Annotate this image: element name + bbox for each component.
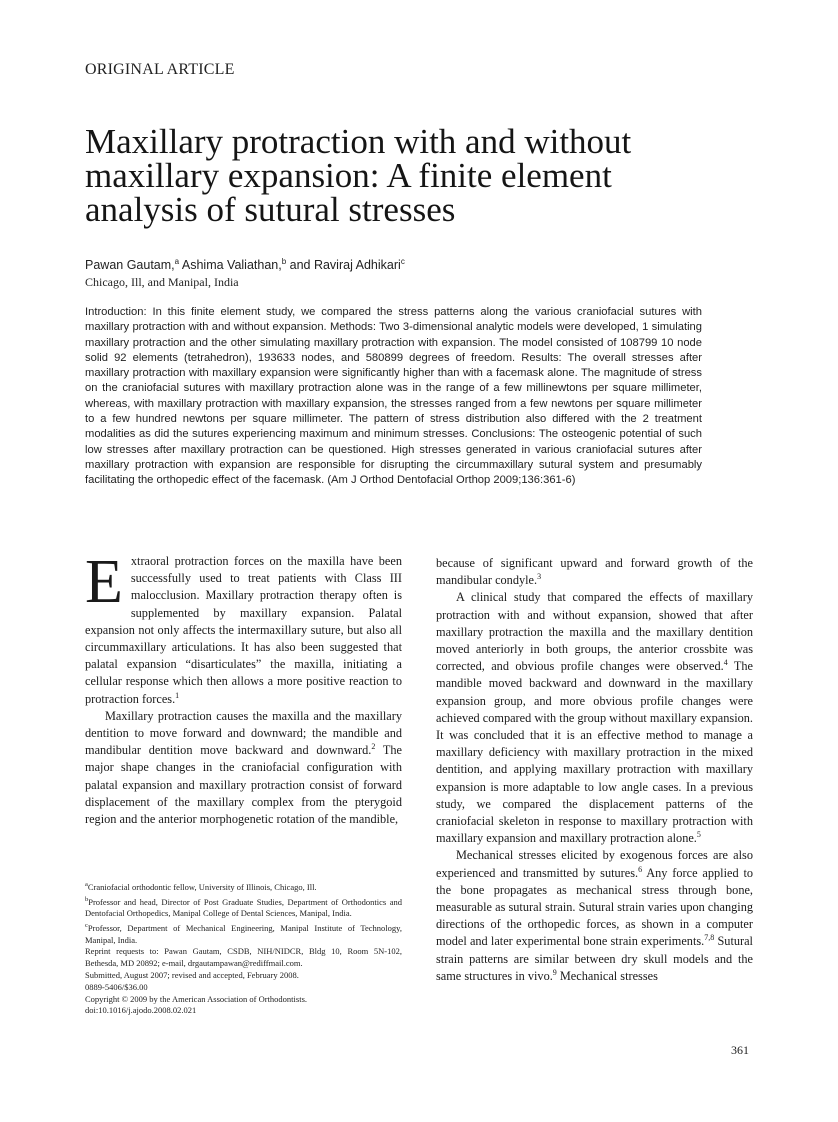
section-label: ORIGINAL ARTICLE xyxy=(85,61,235,78)
paragraph-text: Sutural strain patterns are similar between dry skull models and the same structures in vivo. xyxy=(436,934,753,983)
footnote xyxy=(85,920,402,946)
body-paragraph xyxy=(436,555,753,589)
doi[interactable]: doi:10.1016/j.ajodo.2008.02.021 xyxy=(85,1005,197,1016)
body-paragraph xyxy=(436,847,753,985)
citation-ref[interactable]: 9 xyxy=(552,967,557,977)
body-paragraph xyxy=(85,708,402,828)
footnote-marker: c xyxy=(85,922,88,930)
footnote-marker: a xyxy=(85,881,88,888)
paragraph-text: The mandible moved backward and downward in the maxillary expansion group, and more obvious profile changes were achieved compared with the group without maxillary expansion. It was concluded that it is an effective method to manage a maxillary deficiency with maxillary protraction in the mixed dentition, and applying maxillary protraction with maxillary expansion is more adaptable to low angle cases. In a previous study, we compared the displacement patterns of the craniofacial skeleton in response to maxillary protraction with maxillary expansion and maxillary protraction alone. xyxy=(436,659,753,846)
footnote xyxy=(85,879,402,894)
paragraph-text: The major shape changes in the craniofacial configuration with palatal expansion and maxillary protraction consist of forward displacement of the maxillary complex from the pterygoid region and the anterior morphogenetic rotation of the mandible, xyxy=(85,743,402,827)
citation-ref[interactable]: 3 xyxy=(537,572,542,582)
author-1-affil: a xyxy=(174,257,180,266)
citation-ref[interactable]: 2 xyxy=(371,742,376,752)
citation-ref[interactable]: 5 xyxy=(696,830,701,840)
body-column-left xyxy=(85,548,402,828)
author-3-affil: c xyxy=(400,257,405,266)
footnote-text: Craniofacial orthodontic fellow, University of Illinois, Chicago, Ill. xyxy=(87,881,317,892)
author-2-affil: b xyxy=(281,257,287,266)
copyright: Copyright © 2009 by the American Association of Orthodontists. xyxy=(85,993,308,1004)
author-1: Pawan Gautam, xyxy=(85,258,175,273)
footnote-text: Professor and head, Director of Post Graduate Studies, Department of Orthodontics and Dentofacial Orthopedics, Manipal College of Dental Sciences, Manipal, India. xyxy=(85,896,402,919)
reprint-requests: Reprint requests to: Pawan Gautam, CSDB, NIH/NIDCR, Bldg 10, Room 5N-102, Bethesda, MD 20892; e-mail, drgautampawan@rediffmail.com. xyxy=(85,946,402,969)
body-column-right xyxy=(436,555,753,985)
issn: 0889-5406/$36.00 xyxy=(85,981,148,992)
author-3: and Raviraj Adhikari xyxy=(286,258,401,273)
body-paragraph xyxy=(85,548,402,708)
paragraph-text: Mechanical stresses elicited by exogenous forces are also experienced and transmitted by sutures. xyxy=(436,848,753,880)
citation-ref[interactable]: 7,8 xyxy=(704,933,715,943)
page-number: 361 xyxy=(731,1043,749,1057)
footnotes xyxy=(85,879,402,1017)
drop-cap: E xyxy=(85,548,123,616)
footnote xyxy=(85,894,402,920)
author-list xyxy=(85,257,405,272)
citation-ref[interactable]: 6 xyxy=(638,864,643,874)
paragraph-text: Any force applied to the bone propagates as mechanical stress through bone, measurable as sutural strain. Sutural strain varies upon changing directions of the orthopedic forces, as shown in a computer model and later experimental bone strain experiments. xyxy=(436,865,754,949)
author-2: Ashima Valiathan, xyxy=(179,258,282,273)
article-title: Maxillary protraction with and without maxillary expansion: A finite element analysis of sutural stresses xyxy=(85,122,632,229)
footnote-marker: b xyxy=(85,895,89,903)
body-paragraph xyxy=(436,589,753,847)
citation-ref[interactable]: 4 xyxy=(723,658,728,668)
submission-dates: Submitted, August 2007; revised and accepted, February 2008. xyxy=(85,970,299,981)
paragraph-text: A clinical study that compared the effects of maxillary protraction with and without expansion, showed that after maxillary protraction the maxilla and the maxillary dentition moved anteriorly in both groups, the anterior crossbite was corrected, and obvious profile changes were observed. xyxy=(436,590,753,674)
affiliation: Chicago, Ill, and Manipal, India xyxy=(85,275,239,289)
paragraph-text: Maxillary protraction causes the maxilla and the maxillary dentition to move forward and downward; the mandible and mandibular dentition move backward and downward. xyxy=(85,708,402,758)
paragraph-text: because of significant upward and forward growth of the mandibular condyle. xyxy=(436,556,753,588)
paragraph-text: xtraoral protraction forces on the maxilla have been successfully used to treat patients with Class III malocclusion. Maxillary protraction therapy often is supplemented by maxillary expansion. Palatal expansion not only affects the intermaxillary suture, but also all circummaxillary articulations. It has also been suggested that palatal expansion “disarticulates” the maxilla, initiating a cellular response which then allows a more positive reaction to protraction forces. xyxy=(85,554,402,706)
citation-ref[interactable]: 1 xyxy=(175,690,180,700)
footnote-text: Professor, Department of Mechanical Engineering, Manipal Institute of Technology, Manipal, India. xyxy=(85,922,402,945)
paragraph-text: Mechanical stresses xyxy=(556,968,658,983)
abstract: Introduction: In this finite element study, we compared the stress patterns along the various craniofacial sutures with maxillary protraction with and without expansion. Methods: Two 3-dimensional analytic models were developed, 1 simulating maxillary protraction and the other simulating maxillary protraction with expansion. The model consisted of 108799 10 node solid 92 elements (tetrahedron), 193633 nodes, and 580899 degrees of freedom. Results: The overall stresses after maxillary protraction with maxillary expansion were significantly higher than with a facemask alone. The magnitude of stress on the craniofacial sutures with maxillary protraction alone was in the range of a few millinewtons per square millimeter, whereas, with maxillary protraction with maxillary expansion, the stresses ranged from a few newtons per square millimeter to a few hundred newtons per square millimeter. The pattern of stress distribution also differed with the 2 treatment modalities as did the sutures experiencing maximum and minimum stresses. Conclusions: The osteogenic potential of such low stresses after maxillary protraction can be questioned. High stresses generated in various craniofacial sutures after maxillary protraction with expansion are responsible for disrupting the circummaxillary sutural system and presumably facilitating the orthopedic effect of the facemask. (Am J Orthod Dentofacial Orthop 2009;136:361-6) xyxy=(85,306,702,487)
